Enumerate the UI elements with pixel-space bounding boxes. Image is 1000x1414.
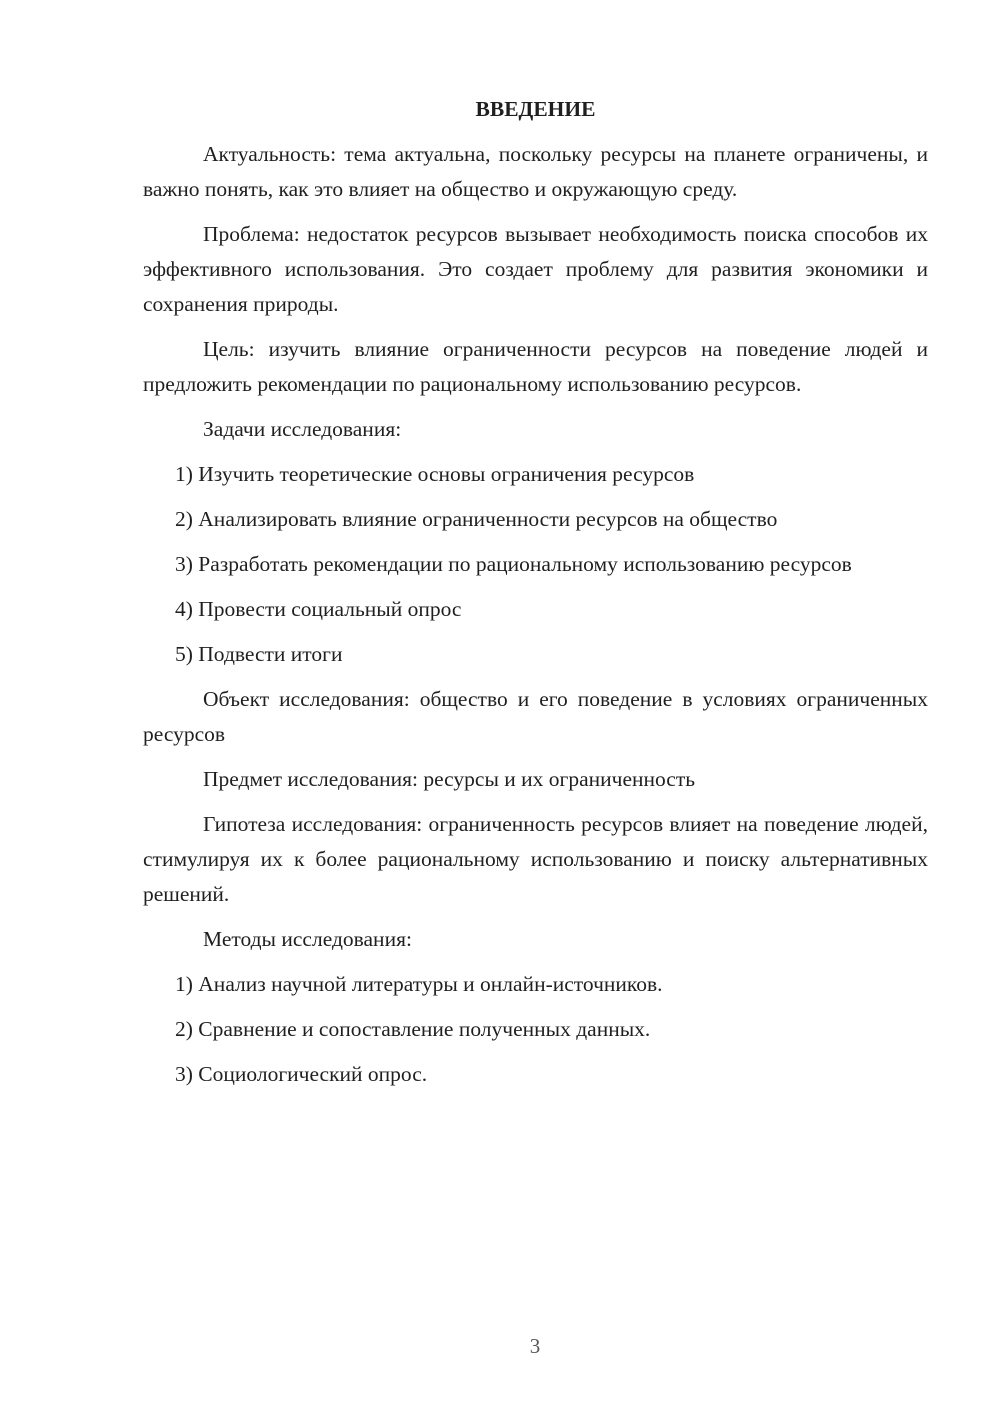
task-item: 2) Анализировать влияние ограниченности ресурсов на общество <box>175 507 778 531</box>
object-paragraph: Объект исследования: общество и его поведение в условиях ограниченных ресурсов <box>143 687 928 746</box>
document-body <box>143 92 928 1102</box>
method-item: 1) Анализ научной литературы и онлайн-источников. <box>175 972 663 996</box>
methods-heading: Методы исследования: <box>203 927 412 951</box>
tasks-heading: Задачи исследования: <box>203 417 402 441</box>
page-number: 3 <box>529 1334 541 1358</box>
subject-paragraph: Предмет исследования: ресурсы и их ограниченность <box>203 767 696 791</box>
actuality-paragraph: Актуальность: тема актуальна, поскольку ресурсы на планете ограничены, и важно понять, как это влияет на общество и окружающую среду. <box>143 142 928 201</box>
hypothesis-paragraph: Гипотеза исследования: ограниченность ресурсов влияет на поведение людей, стимулируя их к более рациональному использованию и поиску альтернативных решений. <box>143 812 928 906</box>
task-item: 5) Подвести итоги <box>175 642 343 666</box>
method-item: 2) Сравнение и сопоставление полученных данных. <box>175 1017 651 1041</box>
task-item: 4) Провести социальный опрос <box>175 597 462 621</box>
problem-paragraph: Проблема: недостаток ресурсов вызывает необходимость поиска способов их эффективного использования. Это создает проблему для развития экономики и сохранения природы. <box>143 222 928 316</box>
section-title: ВВЕДЕНИЕ <box>475 97 596 121</box>
method-item: 3) Социологический опрос. <box>175 1062 428 1086</box>
goal-paragraph: Цель: изучить влияние ограниченности ресурсов на поведение людей и предложить рекомендации по рациональному использованию ресурсов. <box>143 337 928 396</box>
task-item: 3) Разработать рекомендации по рациональному использованию ресурсов <box>175 552 852 576</box>
task-item: 1) Изучить теоретические основы ограничения ресурсов <box>175 462 695 486</box>
